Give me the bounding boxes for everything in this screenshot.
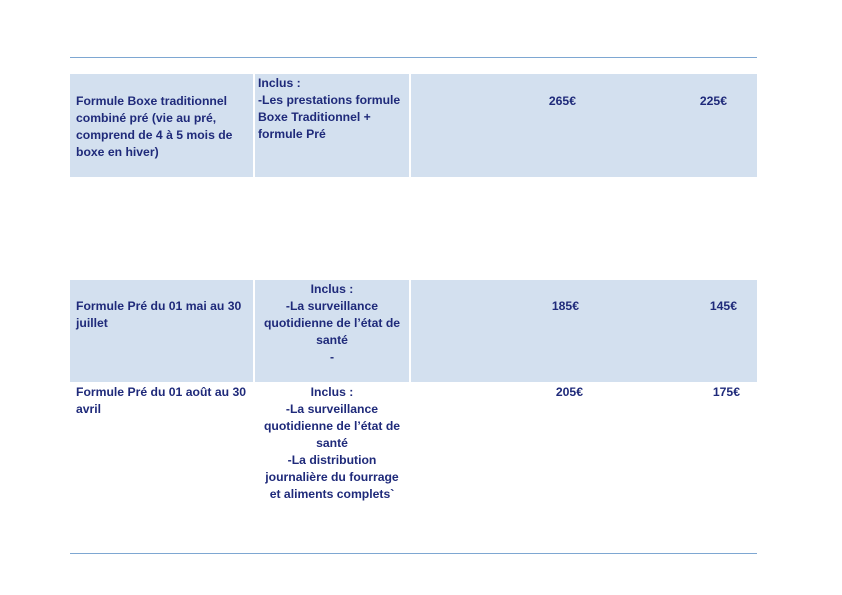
formula-included: Inclus : -La surveillance quotidienne de l’état de santé - — [263, 282, 401, 364]
formula-name: Formule Pré du 01 mai au 30 juillet — [76, 299, 242, 330]
formula-price-2: 175€ — [712, 385, 740, 399]
formula-price-1: 265€ — [548, 94, 576, 108]
formula-included: Inclus : -Les prestations formule Boxe Traditionnel + formule Pré — [258, 76, 401, 141]
table-top-rule — [70, 57, 757, 58]
formula-price-2: 145€ — [709, 299, 737, 313]
table-row — [70, 280, 757, 382]
column-divider — [253, 74, 255, 177]
formula-included: Inclus : -La surveillance quotidienne de l’état de santé -La distribution journalière du fourrage et aliments complets` — [263, 385, 401, 501]
formula-price-1: 185€ — [551, 299, 579, 313]
formula-name: Formule Pré du 01 août au 30 avril — [76, 385, 246, 416]
table-bottom-rule — [70, 553, 757, 554]
column-divider — [409, 280, 411, 382]
table-row — [70, 382, 757, 512]
table-row — [70, 74, 757, 177]
formula-price-2: 225€ — [699, 94, 727, 108]
column-divider — [409, 74, 411, 177]
column-divider — [253, 280, 255, 382]
formula-price-1: 205€ — [555, 385, 583, 399]
formula-name: Formule Boxe traditionnel combiné pré (vie au pré, comprend de 4 à 5 mois de boxe en hiver) — [76, 94, 233, 159]
